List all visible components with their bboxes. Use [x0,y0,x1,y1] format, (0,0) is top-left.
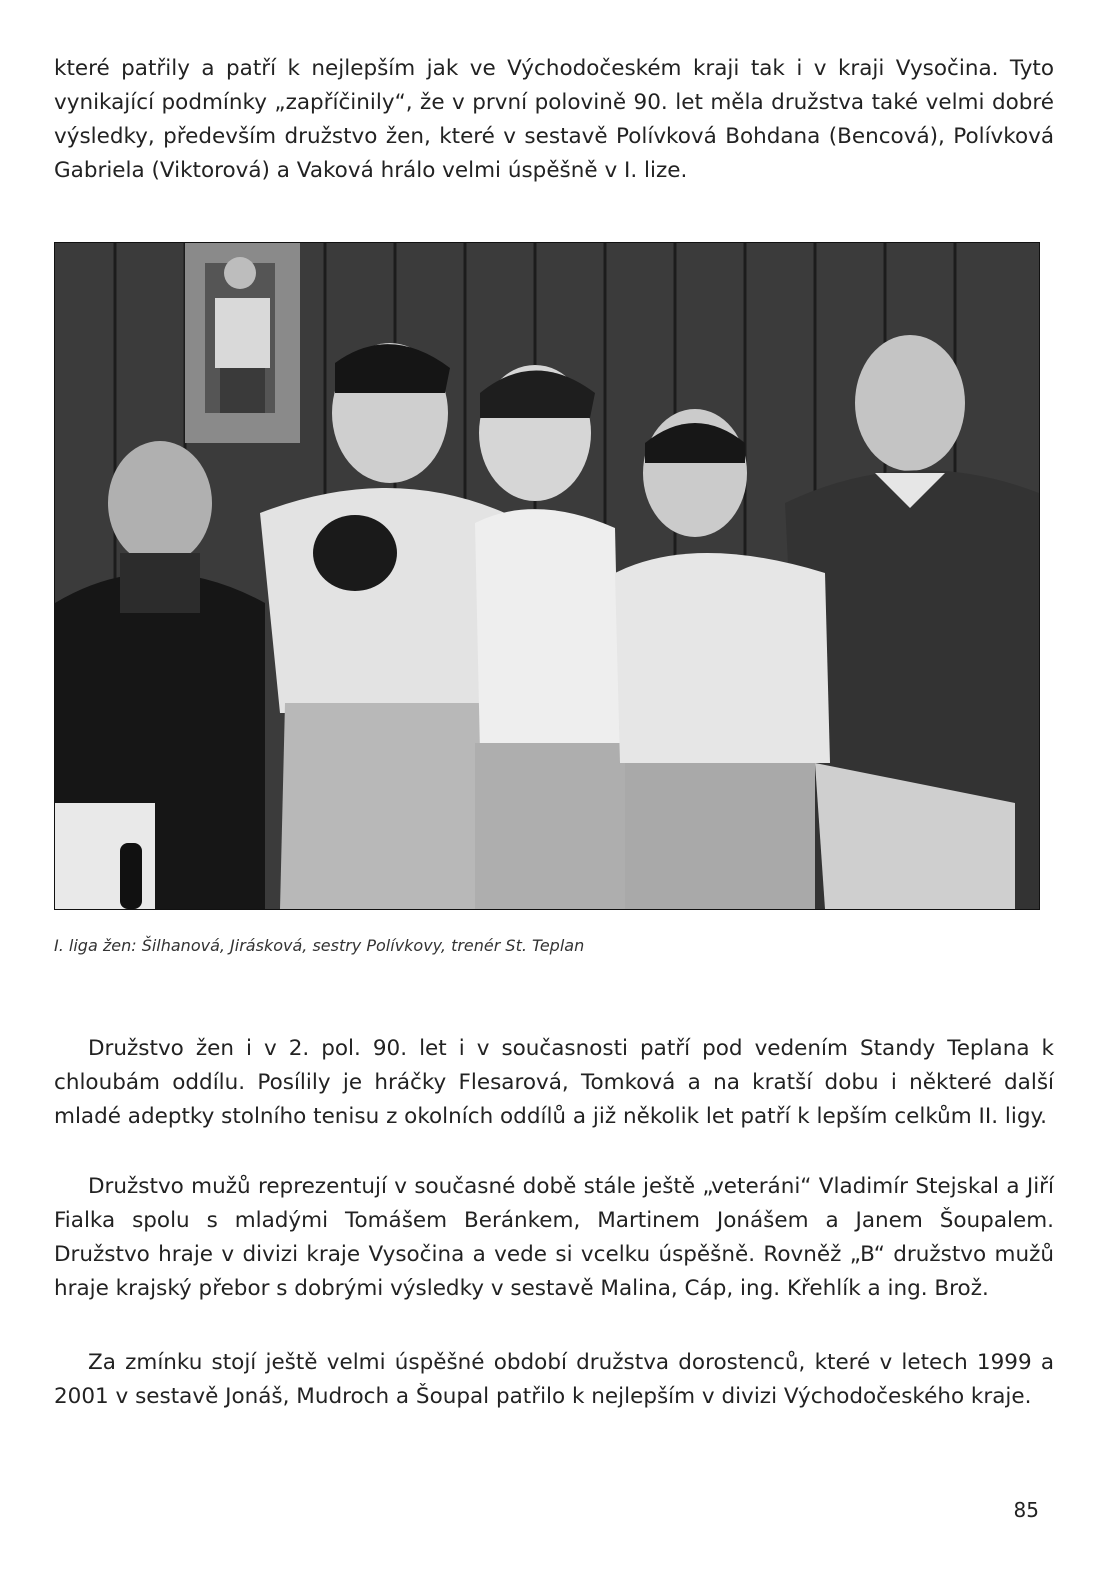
wall-poster [185,243,300,443]
intro-paragraph: které patřily a patří k nejlepším jak ve Východočeském kraji tak i v kraji Vysočina. Tyto vynikající podmínky „zapříčinily“, že v první polovině 90. let měla družstva také velmi dobré výsledky, především družstvo žen, které v sestavě Polívková Bohdana (Bencová), Polívková Gabriela (Viktorová) a Vaková hrálo velmi úspěšně v I. lize. [54,56,1054,183]
men-team-paragraph: Družstvo mužů reprezentují v současné době stále ještě „veteráni“ Vladimír Stejskal a Jiří Fialka spolu s mladými Tomášem Beránkem, Martinem Jonášem a Janem Šoupalem. Družstvo hraje v divizi kraje Vysočina a vede si vcelku úspěšně. Rovněž „B“ družstvo mužů hraje krajský přebor s dobrými výsledky v sestavě Malina, Cáp, ing. Křehlík a ing. Brož. [54,1174,1054,1301]
women-team-paragraph: Družstvo žen i v 2. pol. 90. let i v současnosti patří pod vedením Standy Teplana k chloubám oddílu. Posílily je hráčky Flesarová, Tomková a na kratší dobu i některé další mladé adeptky stolního tenisu z okolních oddílů a již několik let patří k lepším celkům II. ligy. [54,1036,1054,1129]
team-photo [54,242,1040,910]
photo-caption: I. liga žen: Šilhanová, Jirásková, sestry Polívkovy, trenér St. Teplan [54,936,585,955]
juniors-paragraph: Za zmínku stojí ještě velmi úspěšné období družstva dorostenců, které v letech 1999 a 2001 v sestavě Jonáš, Mudroch a Šoupal patřilo k nejlepším v divizi Východočeského kraje. [54,1350,1054,1409]
page-number: 85 [1013,1498,1039,1522]
